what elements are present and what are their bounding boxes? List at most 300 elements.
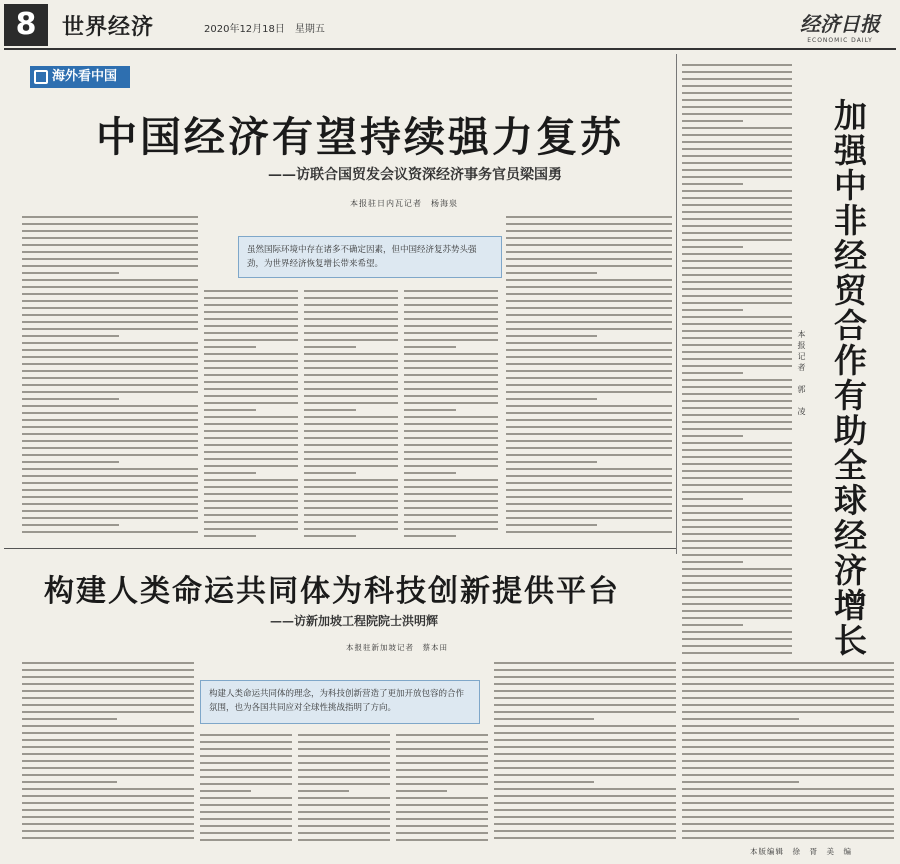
body-text-line xyxy=(682,652,792,654)
body-text-line xyxy=(682,746,894,748)
body-text-line xyxy=(506,279,672,281)
body-text-line xyxy=(682,141,792,143)
body-text-line xyxy=(22,426,198,428)
body-text-line xyxy=(204,332,298,334)
body-text-line xyxy=(298,811,390,813)
body-text-line xyxy=(22,669,194,671)
body-text-line xyxy=(204,486,298,488)
body-text-line xyxy=(682,295,792,297)
body-text-line xyxy=(404,535,456,537)
body-text-line xyxy=(200,832,292,834)
body-text-line xyxy=(22,300,198,302)
body-text-line xyxy=(682,809,894,811)
body-text-line xyxy=(404,346,456,348)
body-text-line xyxy=(404,311,498,313)
body-text-line xyxy=(682,421,792,423)
body-text-line xyxy=(682,85,792,87)
body-text-line xyxy=(396,776,488,778)
body-text-line xyxy=(682,533,792,535)
body-text-line xyxy=(396,804,488,806)
body-text-line xyxy=(404,514,498,516)
body-text-line xyxy=(494,774,676,776)
body-text-line xyxy=(22,753,194,755)
body-text-line xyxy=(682,379,792,381)
body-text-line xyxy=(22,503,198,505)
main-body-col-1 xyxy=(22,214,198,540)
body-text-line xyxy=(682,442,792,444)
body-text-line xyxy=(204,409,256,411)
body-text-line xyxy=(204,395,298,397)
body-text-line xyxy=(396,769,488,771)
column-divider xyxy=(676,54,677,554)
body-text-line xyxy=(682,624,743,626)
second-body-col-3 xyxy=(298,732,390,846)
body-text-line xyxy=(204,458,298,460)
body-text-line xyxy=(506,440,672,442)
body-text-line xyxy=(404,402,498,404)
body-text-line xyxy=(204,416,298,418)
body-text-line xyxy=(304,353,398,355)
body-text-line xyxy=(22,767,194,769)
body-text-line xyxy=(396,741,488,743)
body-text-line xyxy=(204,304,298,306)
body-text-line xyxy=(404,332,498,334)
body-text-line xyxy=(204,430,298,432)
right-headline: 加强中非经贸合作有助全球经济增长 xyxy=(829,98,868,658)
body-text-line xyxy=(682,683,894,685)
body-text-line xyxy=(682,512,792,514)
body-text-line xyxy=(682,274,792,276)
body-text-line xyxy=(682,211,792,213)
body-text-line xyxy=(22,265,198,267)
body-text-line xyxy=(304,514,398,516)
body-text-line xyxy=(404,479,498,481)
body-text-line xyxy=(506,377,672,379)
body-text-line xyxy=(682,802,894,804)
body-text-line xyxy=(682,407,792,409)
body-text-line xyxy=(682,568,792,570)
body-text-line xyxy=(506,503,672,505)
body-text-line xyxy=(298,776,390,778)
body-text-line xyxy=(204,521,298,523)
body-text-line xyxy=(506,412,672,414)
body-text-line xyxy=(404,458,498,460)
body-text-line xyxy=(506,265,672,267)
body-text-line xyxy=(204,353,298,355)
body-text-line xyxy=(200,804,292,806)
body-text-line xyxy=(682,428,792,430)
body-text-line xyxy=(682,463,792,465)
body-text-line xyxy=(396,755,488,757)
body-text-line xyxy=(22,384,198,386)
body-text-line xyxy=(494,746,676,748)
body-text-line xyxy=(204,528,298,530)
body-text-line xyxy=(682,351,792,353)
body-text-line xyxy=(682,631,792,633)
body-text-line xyxy=(682,638,792,640)
body-text-line xyxy=(404,339,498,341)
body-text-line xyxy=(682,309,743,311)
body-text-line xyxy=(506,356,672,358)
body-text-line xyxy=(682,788,894,790)
body-text-line xyxy=(682,253,792,255)
body-text-line xyxy=(200,818,292,820)
body-text-line xyxy=(404,430,498,432)
body-text-line xyxy=(682,645,792,647)
body-text-line xyxy=(22,482,198,484)
body-text-line xyxy=(22,349,198,351)
body-text-line xyxy=(396,825,488,827)
body-text-line xyxy=(506,223,672,225)
body-text-line xyxy=(22,802,194,804)
body-text-line xyxy=(22,314,198,316)
body-text-line xyxy=(506,230,672,232)
body-text-line xyxy=(506,426,672,428)
body-text-line xyxy=(494,767,676,769)
body-text-line xyxy=(682,774,894,776)
body-text-line xyxy=(204,444,298,446)
section-name: 世界经济 xyxy=(62,15,155,40)
body-text-line xyxy=(298,734,390,736)
body-text-line xyxy=(204,346,256,348)
body-text-line xyxy=(506,307,672,309)
body-text-line xyxy=(304,416,398,418)
body-text-line xyxy=(682,197,792,199)
body-text-line xyxy=(22,342,198,344)
body-text-line xyxy=(404,360,498,362)
second-pullquote: 构建人类命运共同体的理念，为科技创新营造了更加开放包容的合作氛围，也为各国共同应对全球性挑战指明了方向。 xyxy=(200,680,480,724)
body-text-line xyxy=(204,325,298,327)
body-text-line xyxy=(404,465,498,467)
body-text-line xyxy=(506,433,672,435)
body-text-line xyxy=(494,662,676,664)
body-text-line xyxy=(22,321,198,323)
body-text-line xyxy=(22,370,198,372)
body-text-line xyxy=(682,183,743,185)
body-text-line xyxy=(494,837,676,839)
body-text-line xyxy=(404,493,498,495)
body-text-line xyxy=(404,437,498,439)
main-body-col-3 xyxy=(304,288,398,540)
body-text-line xyxy=(404,290,498,292)
body-text-line xyxy=(204,402,298,404)
body-text-line xyxy=(200,776,292,778)
body-text-line xyxy=(396,839,488,841)
body-text-line xyxy=(404,353,498,355)
body-text-line xyxy=(204,507,298,509)
body-text-line xyxy=(682,162,792,164)
body-text-line xyxy=(204,388,298,390)
body-text-line xyxy=(494,690,676,692)
body-text-line xyxy=(22,816,194,818)
body-text-line xyxy=(22,795,194,797)
body-text-line xyxy=(22,412,198,414)
body-text-line xyxy=(682,697,894,699)
body-text-line xyxy=(682,400,792,402)
body-text-line xyxy=(298,755,390,757)
body-text-line xyxy=(298,797,390,799)
body-text-line xyxy=(304,437,398,439)
body-text-line xyxy=(506,454,672,456)
right-body-col-1 xyxy=(682,62,792,658)
body-text-line xyxy=(404,318,498,320)
body-text-line xyxy=(682,456,792,458)
body-text-line xyxy=(682,589,792,591)
body-text-line xyxy=(204,493,298,495)
body-text-line xyxy=(200,762,292,764)
body-text-line xyxy=(404,304,498,306)
body-text-line xyxy=(22,433,198,435)
body-text-line xyxy=(304,472,356,474)
second-headline: 构建人类命运共同体为科技创新提供平台 xyxy=(44,574,620,609)
body-text-line xyxy=(494,781,594,783)
body-text-line xyxy=(396,783,488,785)
body-text-line xyxy=(506,510,672,512)
second-body-col-5 xyxy=(494,660,676,846)
body-text-line xyxy=(200,825,292,827)
body-text-line xyxy=(304,318,398,320)
body-text-line xyxy=(204,311,298,313)
body-text-line xyxy=(682,78,792,80)
body-text-line xyxy=(298,748,390,750)
body-text-line xyxy=(22,531,198,533)
body-text-line xyxy=(404,500,498,502)
body-text-line xyxy=(682,739,894,741)
body-text-line xyxy=(204,479,298,481)
body-text-line xyxy=(200,734,292,736)
body-text-line xyxy=(682,64,792,66)
body-text-line xyxy=(682,344,792,346)
body-text-line xyxy=(22,837,194,839)
body-text-line xyxy=(682,547,792,549)
body-text-line xyxy=(22,335,119,337)
body-text-line xyxy=(304,444,398,446)
body-text-line xyxy=(298,741,390,743)
body-text-line xyxy=(682,830,894,832)
body-text-line xyxy=(682,690,894,692)
body-text-line xyxy=(494,669,676,671)
second-body-col-4 xyxy=(396,732,488,846)
body-text-line xyxy=(682,603,792,605)
body-text-line xyxy=(304,486,398,488)
body-text-line xyxy=(22,230,198,232)
body-text-line xyxy=(22,732,194,734)
body-text-line xyxy=(506,475,672,477)
body-text-line xyxy=(494,704,676,706)
body-text-line xyxy=(304,360,398,362)
body-text-line xyxy=(494,739,676,741)
main-body-col-5 xyxy=(506,214,672,540)
body-text-line xyxy=(304,297,398,299)
globe-icon xyxy=(34,70,48,84)
body-text-line xyxy=(682,260,792,262)
body-text-line xyxy=(494,802,676,804)
body-text-line xyxy=(682,781,799,783)
body-text-line xyxy=(682,526,792,528)
body-text-line xyxy=(204,381,298,383)
body-text-line xyxy=(682,218,792,220)
paper-logo-en: ECONOMIC DAILY xyxy=(807,37,873,44)
body-text-line xyxy=(682,610,792,612)
body-text-line xyxy=(298,783,390,785)
masthead xyxy=(0,0,900,50)
masthead-rule xyxy=(4,48,896,50)
body-text-line xyxy=(200,755,292,757)
main-pullquote: 虽然国际环境中存在诸多不确定因素，但中国经济复苏势头强劲，为世界经济恢复增长带来希望。 xyxy=(238,236,502,278)
body-text-line xyxy=(682,470,792,472)
body-text-line xyxy=(682,239,792,241)
body-text-line xyxy=(682,71,792,73)
body-text-line xyxy=(396,790,447,792)
body-text-line xyxy=(682,596,792,598)
body-text-line xyxy=(22,405,198,407)
footer-credit: 本版编辑 徐 胥 美 编 xyxy=(750,847,852,856)
body-text-line xyxy=(22,377,198,379)
body-text-line xyxy=(304,374,398,376)
body-text-line xyxy=(682,120,743,122)
main-body-col-2 xyxy=(204,288,298,540)
body-text-line xyxy=(506,328,672,330)
body-text-line xyxy=(682,365,792,367)
body-text-line xyxy=(506,496,672,498)
body-text-line xyxy=(22,746,194,748)
main-headline: 中国经济有望持续强力复苏 xyxy=(96,113,624,161)
body-text-line xyxy=(506,335,597,337)
body-text-line xyxy=(404,521,498,523)
body-text-line xyxy=(506,286,672,288)
body-text-line xyxy=(506,251,672,253)
body-text-line xyxy=(204,437,298,439)
second-body-col-1 xyxy=(22,660,194,846)
body-text-line xyxy=(22,216,198,218)
body-text-line xyxy=(494,823,676,825)
body-text-line xyxy=(506,489,672,491)
body-text-line xyxy=(396,762,488,764)
body-text-line xyxy=(506,482,672,484)
body-text-line xyxy=(682,435,743,437)
paper-logo-cn: 经济日报 xyxy=(800,12,880,36)
body-text-line xyxy=(494,816,676,818)
body-text-line xyxy=(22,307,198,309)
body-text-line xyxy=(682,148,792,150)
body-text-line xyxy=(304,465,398,467)
body-text-line xyxy=(22,475,198,477)
body-text-line xyxy=(396,818,488,820)
body-text-line xyxy=(22,251,198,253)
body-text-line xyxy=(298,825,390,827)
body-text-line xyxy=(22,690,194,692)
body-text-line xyxy=(682,662,894,664)
body-text-line xyxy=(682,169,792,171)
main-body-col-4 xyxy=(404,288,498,540)
body-text-line xyxy=(22,830,194,832)
body-text-line xyxy=(200,741,292,743)
main-byline: 本报驻日内瓦记者 杨海泉 xyxy=(350,199,458,208)
body-text-line xyxy=(506,244,672,246)
body-text-line xyxy=(682,505,792,507)
body-text-line xyxy=(404,444,498,446)
body-text-line xyxy=(404,388,498,390)
body-text-line xyxy=(22,286,198,288)
body-text-line xyxy=(682,204,792,206)
body-text-line xyxy=(506,391,672,393)
body-text-line xyxy=(22,272,119,274)
body-text-line xyxy=(304,339,398,341)
body-text-line xyxy=(22,781,117,783)
right-byline: 本报记者 郭 凌 xyxy=(797,330,806,418)
body-text-line xyxy=(682,823,894,825)
body-text-line xyxy=(682,358,792,360)
body-text-line xyxy=(304,381,398,383)
body-text-line xyxy=(682,711,894,713)
body-text-line xyxy=(682,225,792,227)
body-text-line xyxy=(682,491,792,493)
body-text-line xyxy=(682,330,792,332)
body-text-line xyxy=(682,732,894,734)
body-text-line xyxy=(682,795,894,797)
body-text-line xyxy=(22,774,194,776)
body-text-line xyxy=(682,767,894,769)
body-text-line xyxy=(304,479,398,481)
body-text-line xyxy=(682,760,894,762)
body-text-line xyxy=(682,540,792,542)
body-text-line xyxy=(494,718,594,720)
body-text-line xyxy=(494,809,676,811)
body-text-line xyxy=(22,711,194,713)
body-text-line xyxy=(682,498,743,500)
body-text-line xyxy=(682,337,792,339)
body-text-line xyxy=(22,697,194,699)
body-text-line xyxy=(200,797,292,799)
body-text-line xyxy=(682,92,792,94)
body-text-line xyxy=(200,790,251,792)
body-text-line xyxy=(298,804,390,806)
body-text-line xyxy=(304,409,356,411)
body-text-line xyxy=(22,279,198,281)
body-text-line xyxy=(396,748,488,750)
body-text-line xyxy=(494,711,676,713)
body-text-line xyxy=(682,617,792,619)
body-text-line xyxy=(298,818,390,820)
body-text-line xyxy=(298,832,390,834)
body-text-line xyxy=(404,325,498,327)
body-text-line xyxy=(204,318,298,320)
body-text-line xyxy=(22,823,194,825)
body-text-line xyxy=(682,554,792,556)
body-text-line xyxy=(304,423,398,425)
body-text-line xyxy=(204,360,298,362)
body-text-line xyxy=(204,500,298,502)
body-text-line xyxy=(304,507,398,509)
body-text-line xyxy=(506,384,672,386)
body-text-line xyxy=(682,323,792,325)
body-text-line xyxy=(682,561,743,563)
body-text-line xyxy=(298,839,390,841)
body-text-line xyxy=(404,451,498,453)
body-text-line xyxy=(200,783,292,785)
body-text-line xyxy=(396,832,488,834)
body-text-line xyxy=(506,419,672,421)
body-text-line xyxy=(494,697,676,699)
body-text-line xyxy=(22,760,194,762)
body-text-line xyxy=(304,395,398,397)
body-text-line xyxy=(304,528,398,530)
body-text-line xyxy=(22,461,119,463)
body-text-line xyxy=(396,734,488,736)
body-text-line xyxy=(506,447,672,449)
body-text-line xyxy=(404,367,498,369)
body-text-line xyxy=(682,704,894,706)
